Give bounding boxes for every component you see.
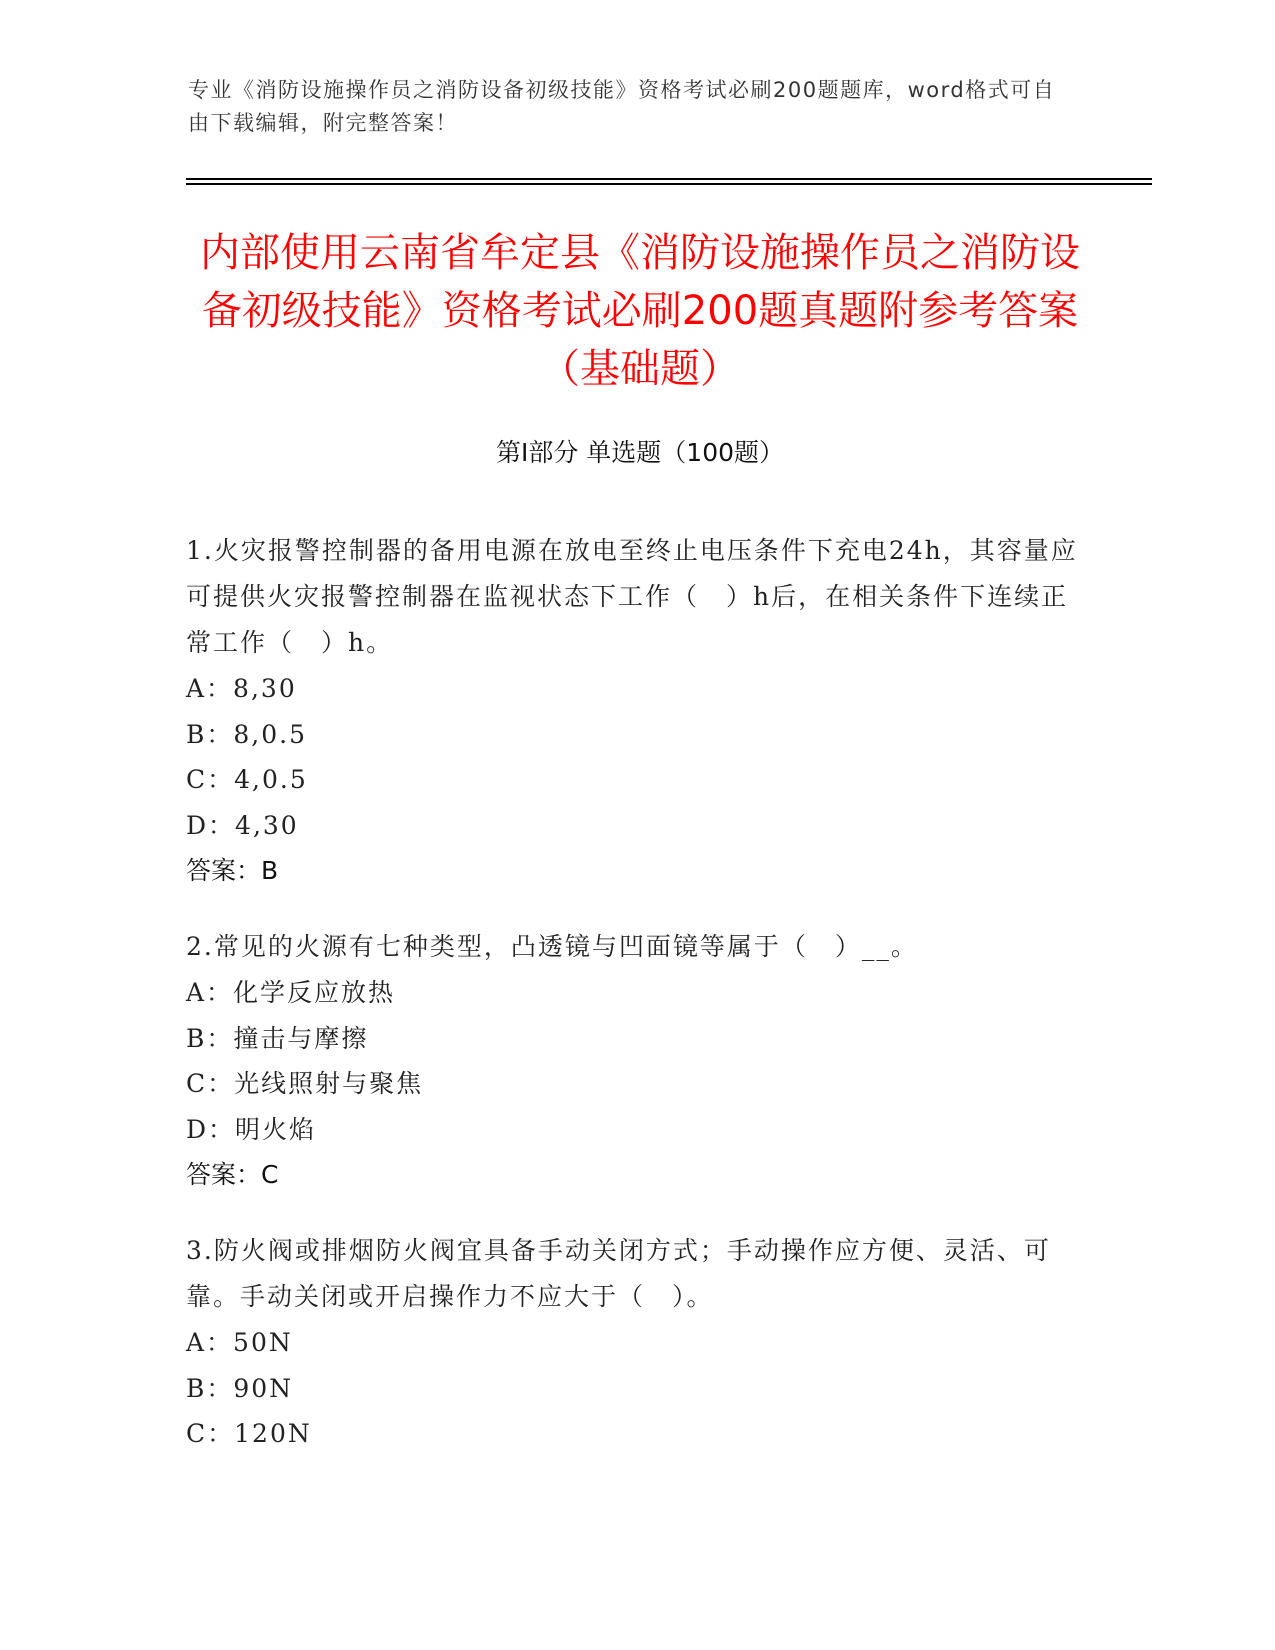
question-1 <box>186 528 1086 894</box>
question-stem: 1.火灾报警控制器的备用电源在放电至终止电压条件下充电24h，其容量应可提供火灾报警控制器在监视状态下工作（ ）h后，在相关条件下连续正常工作（ ）h。 <box>186 536 1078 657</box>
header-rule-bottom <box>186 183 1152 185</box>
option-b: B：90N <box>186 1373 294 1403</box>
option-a: A：化学反应放热 <box>186 978 396 1007</box>
option-c: C：4,0.5 <box>186 765 308 794</box>
header-rule-top <box>186 178 1152 180</box>
option-b: B：撞击与摩擦 <box>186 1023 369 1053</box>
option-d: D：明火焰 <box>186 1114 317 1144</box>
page-title: 内部使用云南省牟定县《消防设施操作员之消防设备初级技能》资格考试必刷200题真题附参考答案（基础题） <box>200 230 1080 392</box>
question-2 <box>186 924 1086 1198</box>
answer: 答案：C <box>186 1160 279 1189</box>
option-c: C：光线照射与聚焦 <box>186 1069 424 1098</box>
section-title: 第Ⅰ部分 单选题（100题） <box>495 438 785 467</box>
option-a: A：8,30 <box>186 674 297 703</box>
option-a: A：50N <box>186 1328 293 1357</box>
question-list <box>186 528 1086 1487</box>
option-d: D：4,30 <box>186 810 299 840</box>
option-c: C：120N <box>186 1419 312 1448</box>
question-stem: 2.常见的火源有七种类型，凸透镜与凹面镜等属于（ ）__。 <box>186 932 918 961</box>
question-stem: 3.防火阀或排烟防火阀宜具备手动关闭方式；手动操作应方便、灵活、可靠。手动关闭或开启操作力不应大于（ ）。 <box>186 1236 1051 1311</box>
option-b: B：8,0.5 <box>186 719 307 749</box>
answer: 答案：B <box>186 856 279 885</box>
header-note: 专业《消防设施操作员之消防设备初级技能》资格考试必刷200题题库，word格式可自由下载编辑，附完整答案！ <box>188 78 1056 135</box>
question-3 <box>186 1228 1086 1457</box>
